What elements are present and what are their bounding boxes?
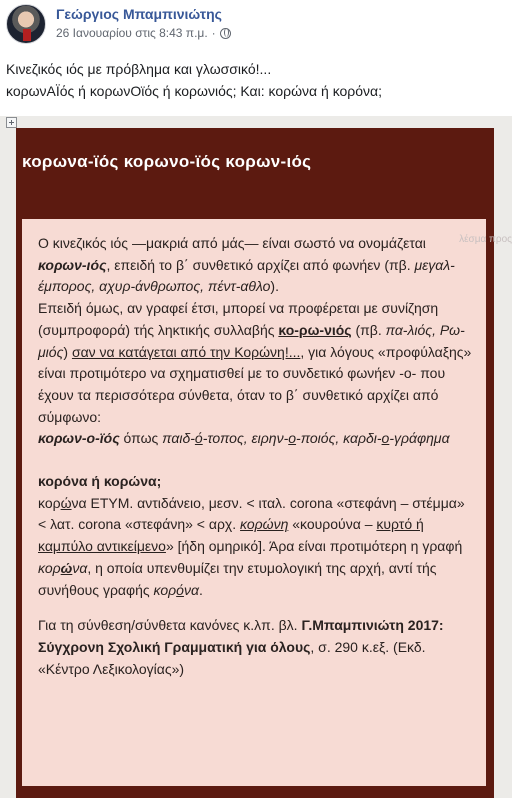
image-header-title: κορωνα-ϊός κορωνο-ϊός κορων-ιός — [22, 152, 312, 171]
post-timestamp-link[interactable]: 26 Ιανουαρίου στις 8:43 π.μ. — [56, 26, 208, 40]
image-paragraph-3: κορων-ο-ϊός όπως παιδ-ό-τοπος, ειρην-ο-ποιός, καρδι-ο-γράφημα — [38, 430, 450, 447]
post-text — [6, 58, 506, 102]
spacer — [38, 450, 474, 471]
post-text-line-2: κορωνΑΪός ή κορωνΟϊός ή κορωνιός; Και: κορώνα ή κορόνα; — [6, 83, 383, 99]
image-body-text — [38, 233, 474, 680]
image-paragraph-1: Ο κινεζικός ιός —μακριά από μάς— είναι σωστό να ονομάζεται κορων-ιός, επειδή το β΄ συνθετικό αρχίζει από φωνήεν (πβ. μεγαλ-έμπορος, αχυρ-άνθρωπος, πέντ-αθλο). — [38, 235, 455, 295]
image-heading-korona: κορόνα ή κορώνα; — [38, 473, 162, 490]
image-paragraph-reference: Για τη σύνθεση/σύνθετα κανόνες κ.λπ. βλ. Γ.Μπαμπινιώτη 2017: Σύγχρονη Σχολική Γραμματική για όλους, σ. 290 κ.εξ. (Εκδ. «Κέντρο Λεξικολογίας») — [38, 617, 444, 677]
image-paragraph-etymology: κορώνα ΕΤΥΜ. αντιδάνειο, μεσν. < ιταλ. corona «στεφάνη – στέμμα» < λατ. corona «στεφάνη» < αρχ. κορώνη «κουρούνα – κυρτό ή καμπύλο αντικείμενο» [ήδη ομηρικό]. Άρα είναι προτιμότερη η γραφή κορώνα, η οποία υπενθυμίζει την ετυμολογική της αρχή, αντί τής συνήθους γραφής κορόνα. — [38, 494, 465, 598]
post-meta — [56, 26, 231, 40]
author-name-link[interactable]: Γεώργιος Μπαμπινιώτης — [56, 6, 222, 22]
image-ghost-text: λέσμα προς — [459, 234, 512, 245]
author-avatar[interactable] — [6, 4, 46, 44]
image-paragraph-2: Επειδή όμως, αν γραφεί έτσι, μπορεί να προφέρεται με συνίζηση (συμπροφορά) τής ληκτικής συλλαβής κο-ρω-νιός (πβ. πα-λιός, Ρω-μιός) σαν να κατάγεται από την Κορώνη!..., για λόγους «προφύλαξης» είναι προτιμότερο να σχηματισθεί με το συνδετικό φωνήεν -ο- που έχουν τα περισσότερα σύνθετα, όταν το β΄ συνθετικό αρχίζει από σύμφωνο: — [38, 300, 472, 425]
image-text-panel — [22, 219, 486, 786]
globe-icon[interactable] — [220, 28, 231, 39]
spacer — [38, 601, 474, 615]
meta-separator: · — [211, 26, 216, 40]
expand-icon[interactable] — [6, 117, 17, 128]
post-text-line-1: Κινεζικός ιός με πρόβλημα και γλωσσικό!... — [6, 61, 272, 77]
post-image[interactable] — [0, 116, 512, 798]
post-header — [6, 4, 506, 48]
